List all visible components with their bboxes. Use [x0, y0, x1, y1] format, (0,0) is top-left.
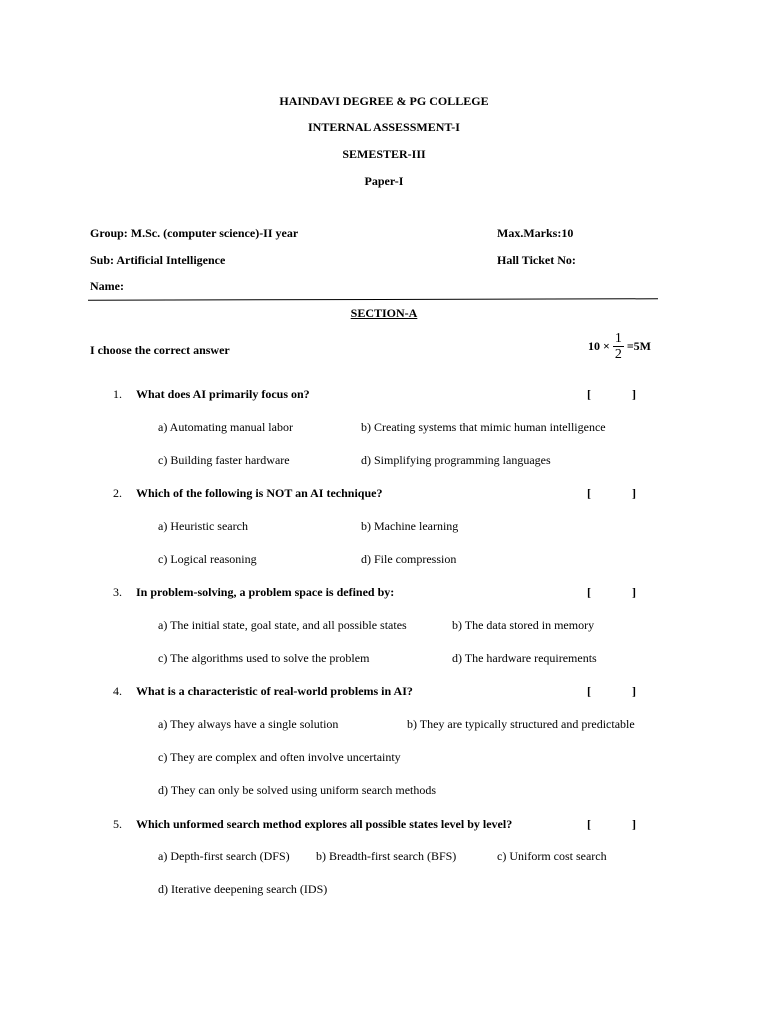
option-b: b) They are typically structured and predictable	[407, 717, 635, 731]
question-text: Which of the following is NOT an AI technique?	[136, 486, 383, 500]
group-label: Group: M.Sc. (computer science)-II year	[90, 226, 299, 240]
marks-suffix: =5M	[626, 339, 652, 353]
option-a: a) The initial state, goal state, and all possible states	[158, 618, 407, 632]
hall-ticket-label: Hall Ticket No:	[497, 253, 576, 267]
option-a: a) They always have a single solution	[158, 717, 339, 731]
header-divider	[88, 298, 658, 300]
option-d: d) Iterative deepening search (IDS)	[158, 882, 328, 896]
option-d: d) They can only be solved using uniform search methods	[158, 783, 437, 797]
section-instruction: I choose the correct answer	[90, 343, 230, 357]
answer-bracket-close: ]	[632, 817, 636, 831]
answer-bracket-open: [	[587, 387, 591, 401]
section-title: SECTION-A	[350, 306, 418, 320]
option-b: b) Machine learning	[361, 519, 459, 533]
name-label: Name:	[90, 279, 124, 293]
answer-bracket-open: [	[587, 817, 591, 831]
assessment-title: INTERNAL ASSESSMENT-I	[308, 120, 460, 134]
question-text: In problem-solving, a problem space is defined by:	[136, 585, 395, 599]
answer-bracket-close: ]	[632, 486, 636, 500]
subject-label: Sub: Artificial Intelligence	[90, 253, 226, 267]
fraction-numerator: 1	[614, 331, 622, 346]
option-d: d) Simplifying programming languages	[361, 453, 551, 467]
marks-prefix: 10 ×	[588, 339, 610, 353]
college-name: HAINDAVI DEGREE & PG COLLEGE	[279, 94, 489, 108]
option-c: c) Building faster hardware	[158, 453, 290, 467]
option-b: b) Breadth-first search (BFS)	[316, 849, 457, 863]
paper-label: Paper-I	[364, 174, 404, 188]
option-a: a) Automating manual labor	[158, 420, 293, 434]
question-text: What is a characteristic of real-world problems in AI?	[136, 684, 413, 698]
answer-bracket-close: ]	[632, 684, 636, 698]
semester-label: SEMESTER-III	[342, 147, 426, 161]
option-a: a) Heuristic search	[158, 519, 248, 533]
question-number: 1.	[113, 387, 122, 401]
option-c: c) Uniform cost search	[497, 849, 607, 863]
option-c: c) They are complex and often involve uncertainty	[158, 750, 401, 764]
option-b: b) Creating systems that mimic human intelligence	[361, 420, 606, 434]
max-marks-label: Max.Marks:10	[497, 226, 574, 240]
question-number: 2.	[113, 486, 122, 500]
option-d: d) The hardware requirements	[452, 651, 597, 665]
answer-bracket-open: [	[587, 585, 591, 599]
answer-bracket-open: [	[587, 684, 591, 698]
answer-bracket-close: ]	[632, 387, 636, 401]
option-c: c) Logical reasoning	[158, 552, 257, 566]
fraction-denominator: 2	[614, 347, 622, 362]
option-b: b) The data stored in memory	[452, 618, 595, 632]
option-a: a) Depth-first search (DFS)	[158, 849, 290, 863]
section-marks	[588, 331, 651, 362]
question-text: Which unformed search method explores all possible states level by level?	[136, 817, 513, 831]
answer-bracket-open: [	[587, 486, 591, 500]
question-number: 3.	[113, 585, 122, 599]
marks-fraction	[613, 331, 624, 362]
question-text: What does AI primarily focus on?	[136, 387, 310, 401]
answer-bracket-close: ]	[632, 585, 636, 599]
question-number: 4.	[113, 684, 122, 698]
option-d: d) File compression	[361, 552, 457, 566]
option-c: c) The algorithms used to solve the problem	[158, 651, 370, 665]
question-number: 5.	[113, 817, 122, 831]
